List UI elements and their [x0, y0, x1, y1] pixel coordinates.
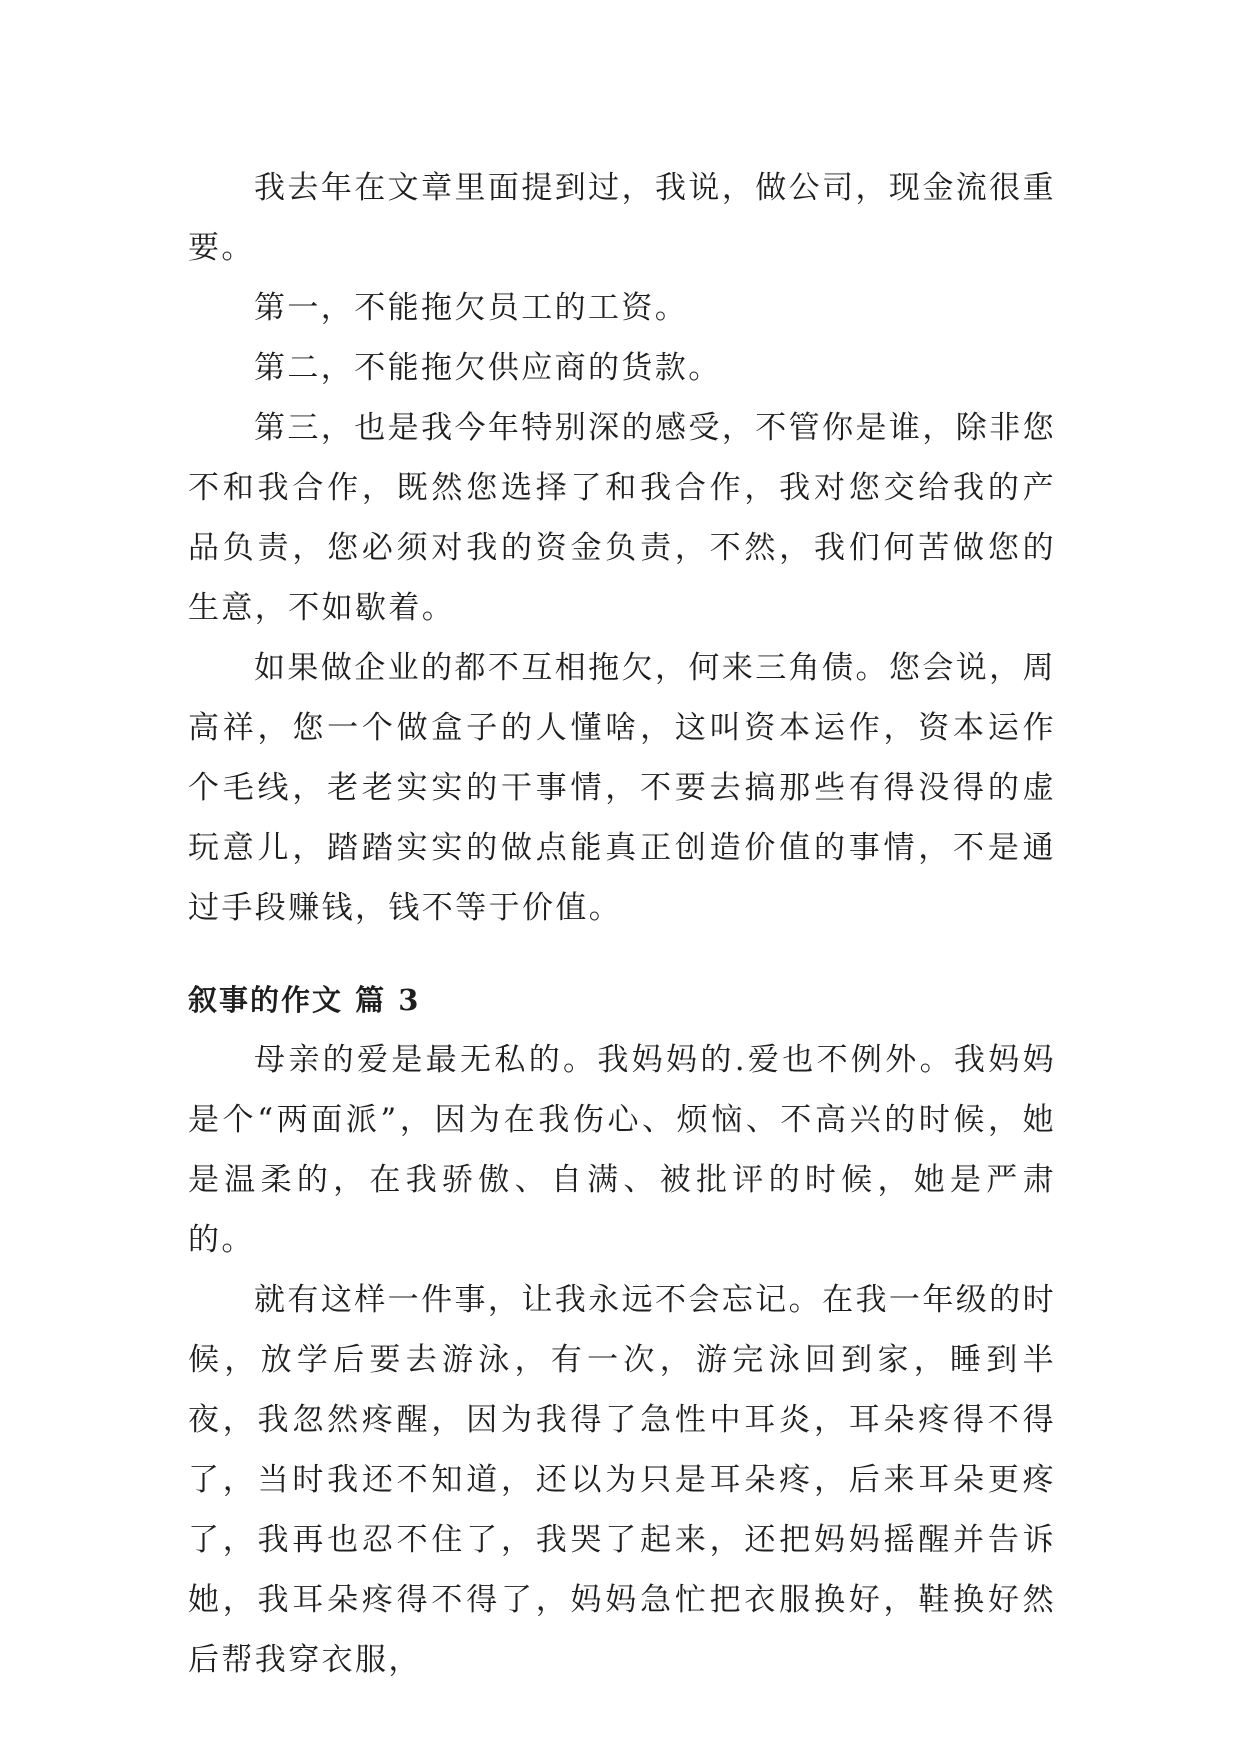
paragraph-mother-love: 母亲的爱是最无私的。我妈妈的.爱也不例外。我妈妈是个“两面派”，因为在我伤心、烦恼、不高兴的时候，她是温柔的，在我骄傲、自满、被批评的时候，她是严肃的。	[188, 1042, 1056, 1258]
paragraph-point-three: 第三，也是我今年特别深的感受，不管你是谁，除非您不和我合作，既然您选择了和我合作，我对您交给我的产品负责，您必须对我的资金负责，不然，我们何苦做您的生意，不如歇着。	[188, 410, 1056, 626]
paragraph-point-two: 第二，不能拖欠供应商的货款。	[254, 350, 722, 386]
paragraph-ear-story: 就有这样一件事，让我永远不会忘记。在我一年级的时候，放学后要去游泳，有一次，游完泳回到家，睡到半夜，我忽然疼醒，因为我得了急性中耳炎，耳朵疼得不得了，当时我还不知道，还以为只是耳朵疼，后来耳朵更疼了，我再也忍不住了，我哭了起来，还把妈妈摇醒并告诉她，我耳朵疼得不得了，妈妈急忙把衣服换好，鞋换好然后帮我穿衣服，	[188, 1282, 1056, 1678]
document-body	[188, 158, 1056, 1690]
paragraph-triangular-debt: 如果做企业的都不互相拖欠，何来三角债。您会说，周高祥，您一个做盒子的人懂啥，这叫资本运作，资本运作个毛线，老老实实的干事情，不要去搞那些有得没得的虚玩意儿，踏踏实实的做点能真正创造价值的事情，不是通过手段赚钱，钱不等于价值。	[188, 650, 1056, 926]
section-title: 叙事的作文 篇 3	[188, 983, 421, 1017]
section-spacer	[188, 938, 1056, 970]
paragraph-cash-flow: 我去年在文章里面提到过，我说，做公司，现金流很重要。	[188, 170, 1056, 266]
paragraph-point-one: 第一，不能拖欠员工的工资。	[254, 290, 689, 326]
